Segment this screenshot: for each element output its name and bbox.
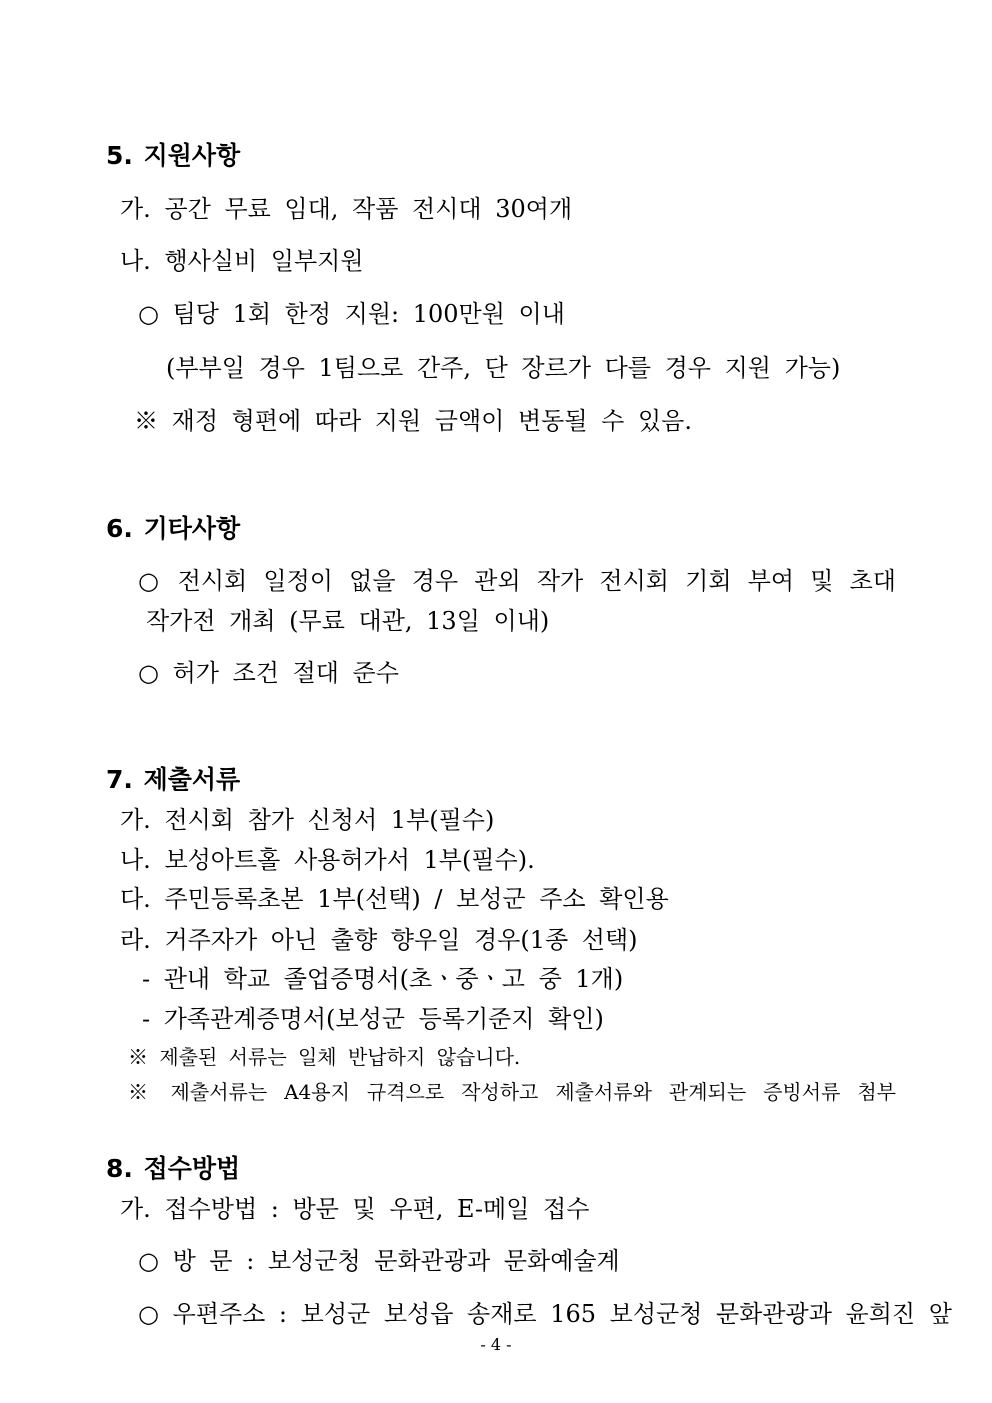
s5-line-2: 나. 행사실비 일부지원: [120, 247, 364, 275]
section-5-title: 5. 지원사항: [106, 141, 241, 170]
s7-line-3: 다. 주민등록초본 1부(선택) / 보성군 주소 확인용: [120, 885, 669, 913]
s7-line-2: 나. 보성아트홀 사용허가서 1부(필수).: [120, 846, 535, 874]
s5-line-4: (부부일 경우 1팀으로 간주, 단 장르가 다를 경우 지원 가능): [166, 354, 841, 382]
s5-line-5: ※ 재정 형편에 따라 지원 금액이 변동될 수 있음.: [134, 407, 692, 435]
s8-line-3: ○ 우편주소 : 보성군 보성읍 송재로 165 보성군청 문화관광과 윤희진 앞: [138, 1300, 952, 1328]
s6-line-3: ○ 허가 조건 절대 준수: [138, 659, 399, 687]
section-8-title: 8. 접수방법: [106, 1154, 241, 1183]
page-number: - 4 -: [480, 1335, 512, 1354]
section-7-title: 7. 제출서류: [106, 765, 241, 794]
s8-line-2: ○ 방 문 : 보성군청 문화관광과 문화예술계: [138, 1247, 620, 1275]
s8-line-1: 가. 접수방법 : 방문 및 우편, E-메일 접수: [120, 1195, 590, 1223]
s5-line-1: 가. 공간 무료 임대, 작품 전시대 30여개: [120, 195, 573, 223]
s7-line-1: 가. 전시회 참가 신청서 1부(필수): [120, 806, 495, 834]
s6-line-2: 작가전 개최 (무료 대관, 13일 이내): [146, 607, 550, 635]
s7-line-5: - 관내 학교 졸업증명서(초ㆍ중ㆍ고 중 1개): [142, 965, 624, 993]
s6-line-1: ○ 전시회 일정이 없을 경우 관외 작가 전시회 기회 부여 및 초대: [138, 567, 896, 595]
s7-note-1: ※ 제출된 서류는 일체 반납하지 않습니다.: [128, 1045, 521, 1069]
s7-line-6: - 가족관계증명서(보성군 등록기준지 확인): [142, 1005, 604, 1033]
section-6-title: 6. 기타사항: [106, 514, 241, 543]
s7-line-4: 라. 거주자가 아닌 출향 향우일 경우(1종 선택): [120, 926, 638, 954]
s5-line-3: ○ 팀당 1회 한정 지원: 100만원 이내: [138, 300, 565, 328]
s7-note-2: ※ 제출서류는 A4용지 규격으로 작성하고 제출서류와 관계되는 증빙서류 첨부: [128, 1080, 896, 1104]
